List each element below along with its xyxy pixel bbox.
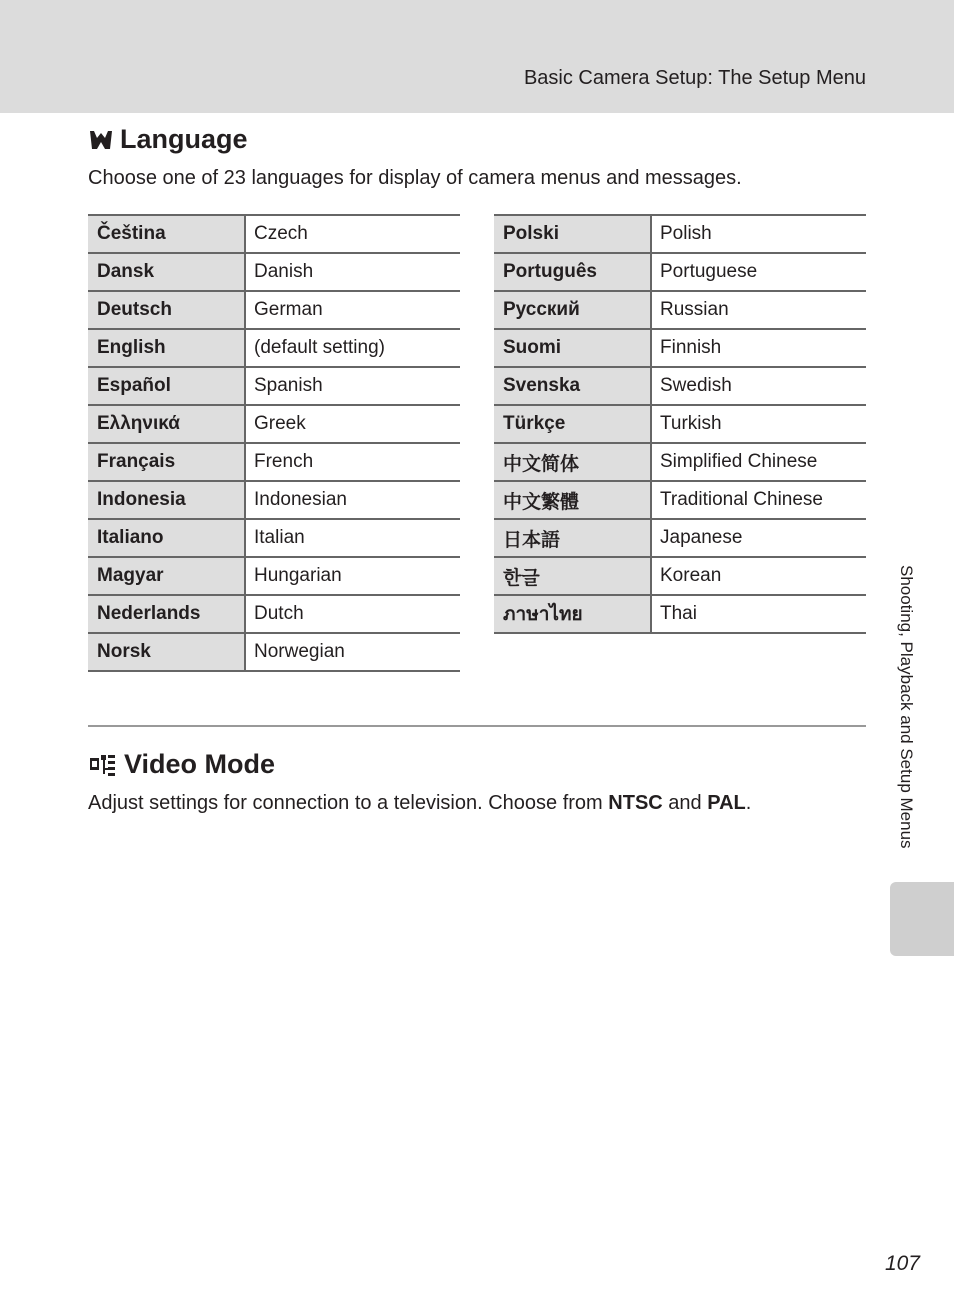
language-row [494,329,866,367]
language-english-name: Traditional Chinese [651,481,866,519]
language-row [88,519,460,557]
language-english-name: Turkish [651,405,866,443]
video-mode-heading [88,749,275,780]
language-native-name: Magyar [88,557,245,595]
language-row [494,481,866,519]
language-english-name: French [245,443,460,481]
language-row [88,329,460,367]
language-row [88,367,460,405]
language-english-name: Polish [651,215,866,253]
language-native-name: Polski [494,215,651,253]
section-divider [88,725,866,727]
language-native-name: 한글 [494,557,651,595]
language-english-name: Dutch [245,595,460,633]
language-native-name: Nederlands [88,595,245,633]
side-section-label: Shooting, Playback and Setup Menus [897,565,916,849]
language-english-name: Simplified Chinese [651,443,866,481]
language-row [88,253,460,291]
language-description: Choose one of 23 languages for display of camera menus and messages. [88,167,742,189]
language-native-name: Norsk [88,633,245,671]
language-row [494,367,866,405]
language-row [494,405,866,443]
ntsc-option: NTSC [608,792,663,814]
page-number: 107 [884,1252,920,1275]
language-setup-icon [88,128,114,152]
language-row [494,519,866,557]
language-english-name: Danish [245,253,460,291]
video-mode-icon [88,752,118,778]
language-native-name: Español [88,367,245,405]
language-english-name: Italian [245,519,460,557]
language-native-name: Türkçe [494,405,651,443]
video-desc-before: Adjust settings for connection to a television. Choose from [88,792,609,814]
language-english-name: Norwegian [245,633,460,671]
video-desc-and: and [662,792,708,814]
language-native-name: Suomi [494,329,651,367]
language-row [494,215,866,253]
language-row [494,443,866,481]
language-row [88,557,460,595]
language-english-name: German [245,291,460,329]
language-row [494,595,866,633]
language-native-name: Deutsch [88,291,245,329]
language-native-name: Italiano [88,519,245,557]
language-native-name: ภาษาไทย [494,595,651,633]
language-row [88,405,460,443]
pal-option: PAL [707,792,746,814]
language-english-name: Finnish [651,329,866,367]
language-native-name: 日本語 [494,519,651,557]
language-english-name: Spanish [245,367,460,405]
language-english-name: Russian [651,291,866,329]
language-row [88,291,460,329]
language-native-name: Ελληνικά [88,405,245,443]
language-heading [88,124,248,155]
language-row [88,595,460,633]
language-table-left [88,214,460,672]
video-desc-after: . [745,792,752,814]
language-english-name: Swedish [651,367,866,405]
language-native-name: Русский [494,291,651,329]
language-row [494,253,866,291]
language-table-right [494,214,866,634]
language-english-name: Greek [245,405,460,443]
header-title: Basic Camera Setup: The Setup Menu [523,67,866,89]
language-row [494,557,866,595]
language-row [88,481,460,519]
language-row [494,291,866,329]
language-english-name: Thai [651,595,866,633]
side-section-tab [890,882,954,956]
language-english-name: Portuguese [651,253,866,291]
language-row [88,633,460,671]
language-native-name: Dansk [88,253,245,291]
language-native-name: Français [88,443,245,481]
language-native-name: Svenska [494,367,651,405]
language-row [88,443,460,481]
language-native-name: English [88,329,245,367]
header-band [0,0,954,113]
language-english-name: Hungarian [245,557,460,595]
language-native-name: Português [494,253,651,291]
language-english-name: Indonesian [245,481,460,519]
language-english-name: Korean [651,557,866,595]
language-native-name: 中文简体 [494,443,651,481]
language-english-name: (default setting) [245,329,460,367]
language-native-name: 中文繁體 [494,481,651,519]
language-english-name: Czech [245,215,460,253]
language-row [88,215,460,253]
language-english-name: Japanese [651,519,866,557]
video-mode-title: Video Mode [124,749,276,779]
language-title: Language [120,124,248,154]
language-native-name: Indonesia [88,481,245,519]
video-mode-description [88,792,751,815]
language-native-name: Čeština [88,215,245,253]
